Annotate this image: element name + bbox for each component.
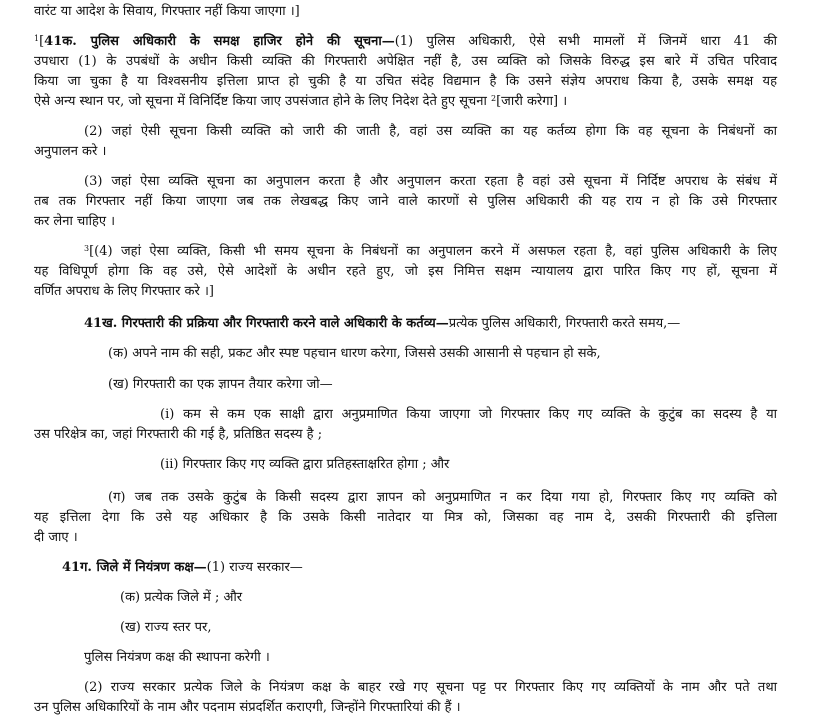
document-page: वारंट या आदेश के सिवाय, गिरफ्तार नहीं किया जाएगा ।] $^1$[41क. पुलिस अधिकारी के समक्ष हाजिर होने की सूचना—(1) पुलिस अधिकारी, ऐसे सभी मामलों में जिनमें धारा 41 की उपधारा (1) के उपबंधों के अधीन किसी व्यक्ति की गिरफ्तारी अपेक्षित नहीं है, उस व्यक्ति को जिसके विरुद्ध इस बारे में उचित परिवाद किया जा चुका है या विश्वसनीय इत्तिला प्राप्त हो चुकी है या उचित संदेह विद्यमान है कि उसने संज्ञेय अपराध किया है, उसके समक्ष यह ऐसे अन्य स्थान पर, जो सूचना में विनिर्दिष्ट किया जाए उपसंजात होने के लिए निदेश देते हुए सूचना $^2$[जारी करेगा] । (2) जहां ऐसी सूचना किसी व्यक्ति को जारी की जाती है, वहां उस व्यक्ति का यह कर्तव्य होगा कि वह सूचना के निबंधनों का अनुपालन करे । (3) जहां ऐसा व्यक्ति सूचना का अनुपालन करता है और अनुपालन करता रहता है वहां उसे सूचना में निर्दिष्ट अपराध के संबंध में तब तक गिरफ्तार नहीं किया जाएगा जब तक लेखबद्ध किए जाने वाले कारणों से पुलिस अधिकारी की यह राय न हो कि उसे गिरफ्तार कर लेना चाहिए । $^3$[(4) जहां ऐसा व्यक्ति, किसी भी समय सूचना के निबंधनों का अनुपालन करने में असफल रहता है, वहां पुलिस अधिकारी के लिए यह विधिपूर्ण होगा कि वह उसे, ऐसे आदेशों के अधीन रहते हुए, जो इस निमित्त सक्षम न्यायालय द्वारा पारित किए गए हों, सूचना में वर्णित अपराध के लिए गिरफ्तार करे ।] 41ख. गिरफ्तारी की प्रक्रिया और गिरफ्तारी करने वाले अधिकारी के कर्तव्य—प्रत्येक पुलिस अधिकारी, गिरफ्तारी करते समय,— (क) अपने नाम की सही, प्रकट और स्पष्ट पहचान धारण करेगा, जिससे उसकी आसानी से पहचान हो सके, (ख) गिरफ्तारी का एक ज्ञापन तैयार करेगा जो— (i) कम से कम एक साक्षी द्वारा अनुप्रमाणित किया जाएगा जो गिरफ्तार किए गए व्यक्ति के कुटुंब का सदस्य है या उस परिक्षेत्र का, जहां गिरफ्तारी की गई है, प्रतिष्ठित सदस्य है ; (ii) गिरफ्तार किए गए व्यक्ति द्वारा प्रतिहस्ताक्षरित होगा ; और (ग) जब तक उसके कुटुंब के किसी सदस्य द्वारा ज्ञापन को अनुप्रमाणित न कर दिया गया हो, गिरफ्तार किए गए व्यक्ति को यह इत्तिला देगा कि उसे यह अधिकार है कि उसके किसी नातेदार या मित्र को, जिसका वह नाम दे, उसकी गिरफ्तारी की इत्तिला दी जाए । 41ग. जिले में नियंत्रण कक्ष—(1) राज्य सरकार— (क) प्रत्येक जिले में ; और (ख) राज्य स्तर पर, पुलिस नियंत्रण कक्ष की स्थापना करेगी । (2) राज्य सरकार प्रत्येक जिले के नियंत्रण कक्ष के बाहर रखे गए सूचना पट्ट पर गिरफ्तार किए गए व्यक्तियों के नाम और पते तथा उन पुलिस अधिकारियों के नाम और पदनाम संप्रदर्शित कराएगी, जिन्होंने गिरफ्तारियां की हैं । xyxy=(34,4,778,715)
section-41a-line1: $^1$[41क. पुलिस अधिकारी के समक्ष हाजिर होने की सूचना—(1) पुलिस अधिकारी, ऐसे सभी मामलों में जिनमें धारा 41 की xyxy=(34,34,778,49)
section-41a-line4: ऐसे अन्य स्थान पर, जो सूचना में विनिर्दिष्ट किया जाए उपसंजात होने के लिए निदेश देते हुए सूचना $^2$[जारी करेगा] । xyxy=(34,94,568,109)
section-41c-heading: 41ग. जिले में नियंत्रण कक्ष—(1) राज्य सरकार— xyxy=(62,560,303,575)
section-41a-p4-line1: $^3$[(4) जहां ऐसा व्यक्ति, किसी भी समय सूचना के निबंधनों का अनुपालन करने में असफल रहता है, वहां पुलिस अधिकारी के लिए xyxy=(84,244,777,259)
section-41b-heading: 41ख. गिरफ्तारी की प्रक्रिया और गिरफ्तारी करने वाले अधिकारी के कर्तव्य—प्रत्येक पुलिस अधिकारी, गिरफ्तारी करते समय,— xyxy=(84,316,681,331)
prev-para-tail: वारंट या आदेश के सिवाय, गिरफ्तार नहीं किया जाएगा ।] xyxy=(34,4,300,19)
